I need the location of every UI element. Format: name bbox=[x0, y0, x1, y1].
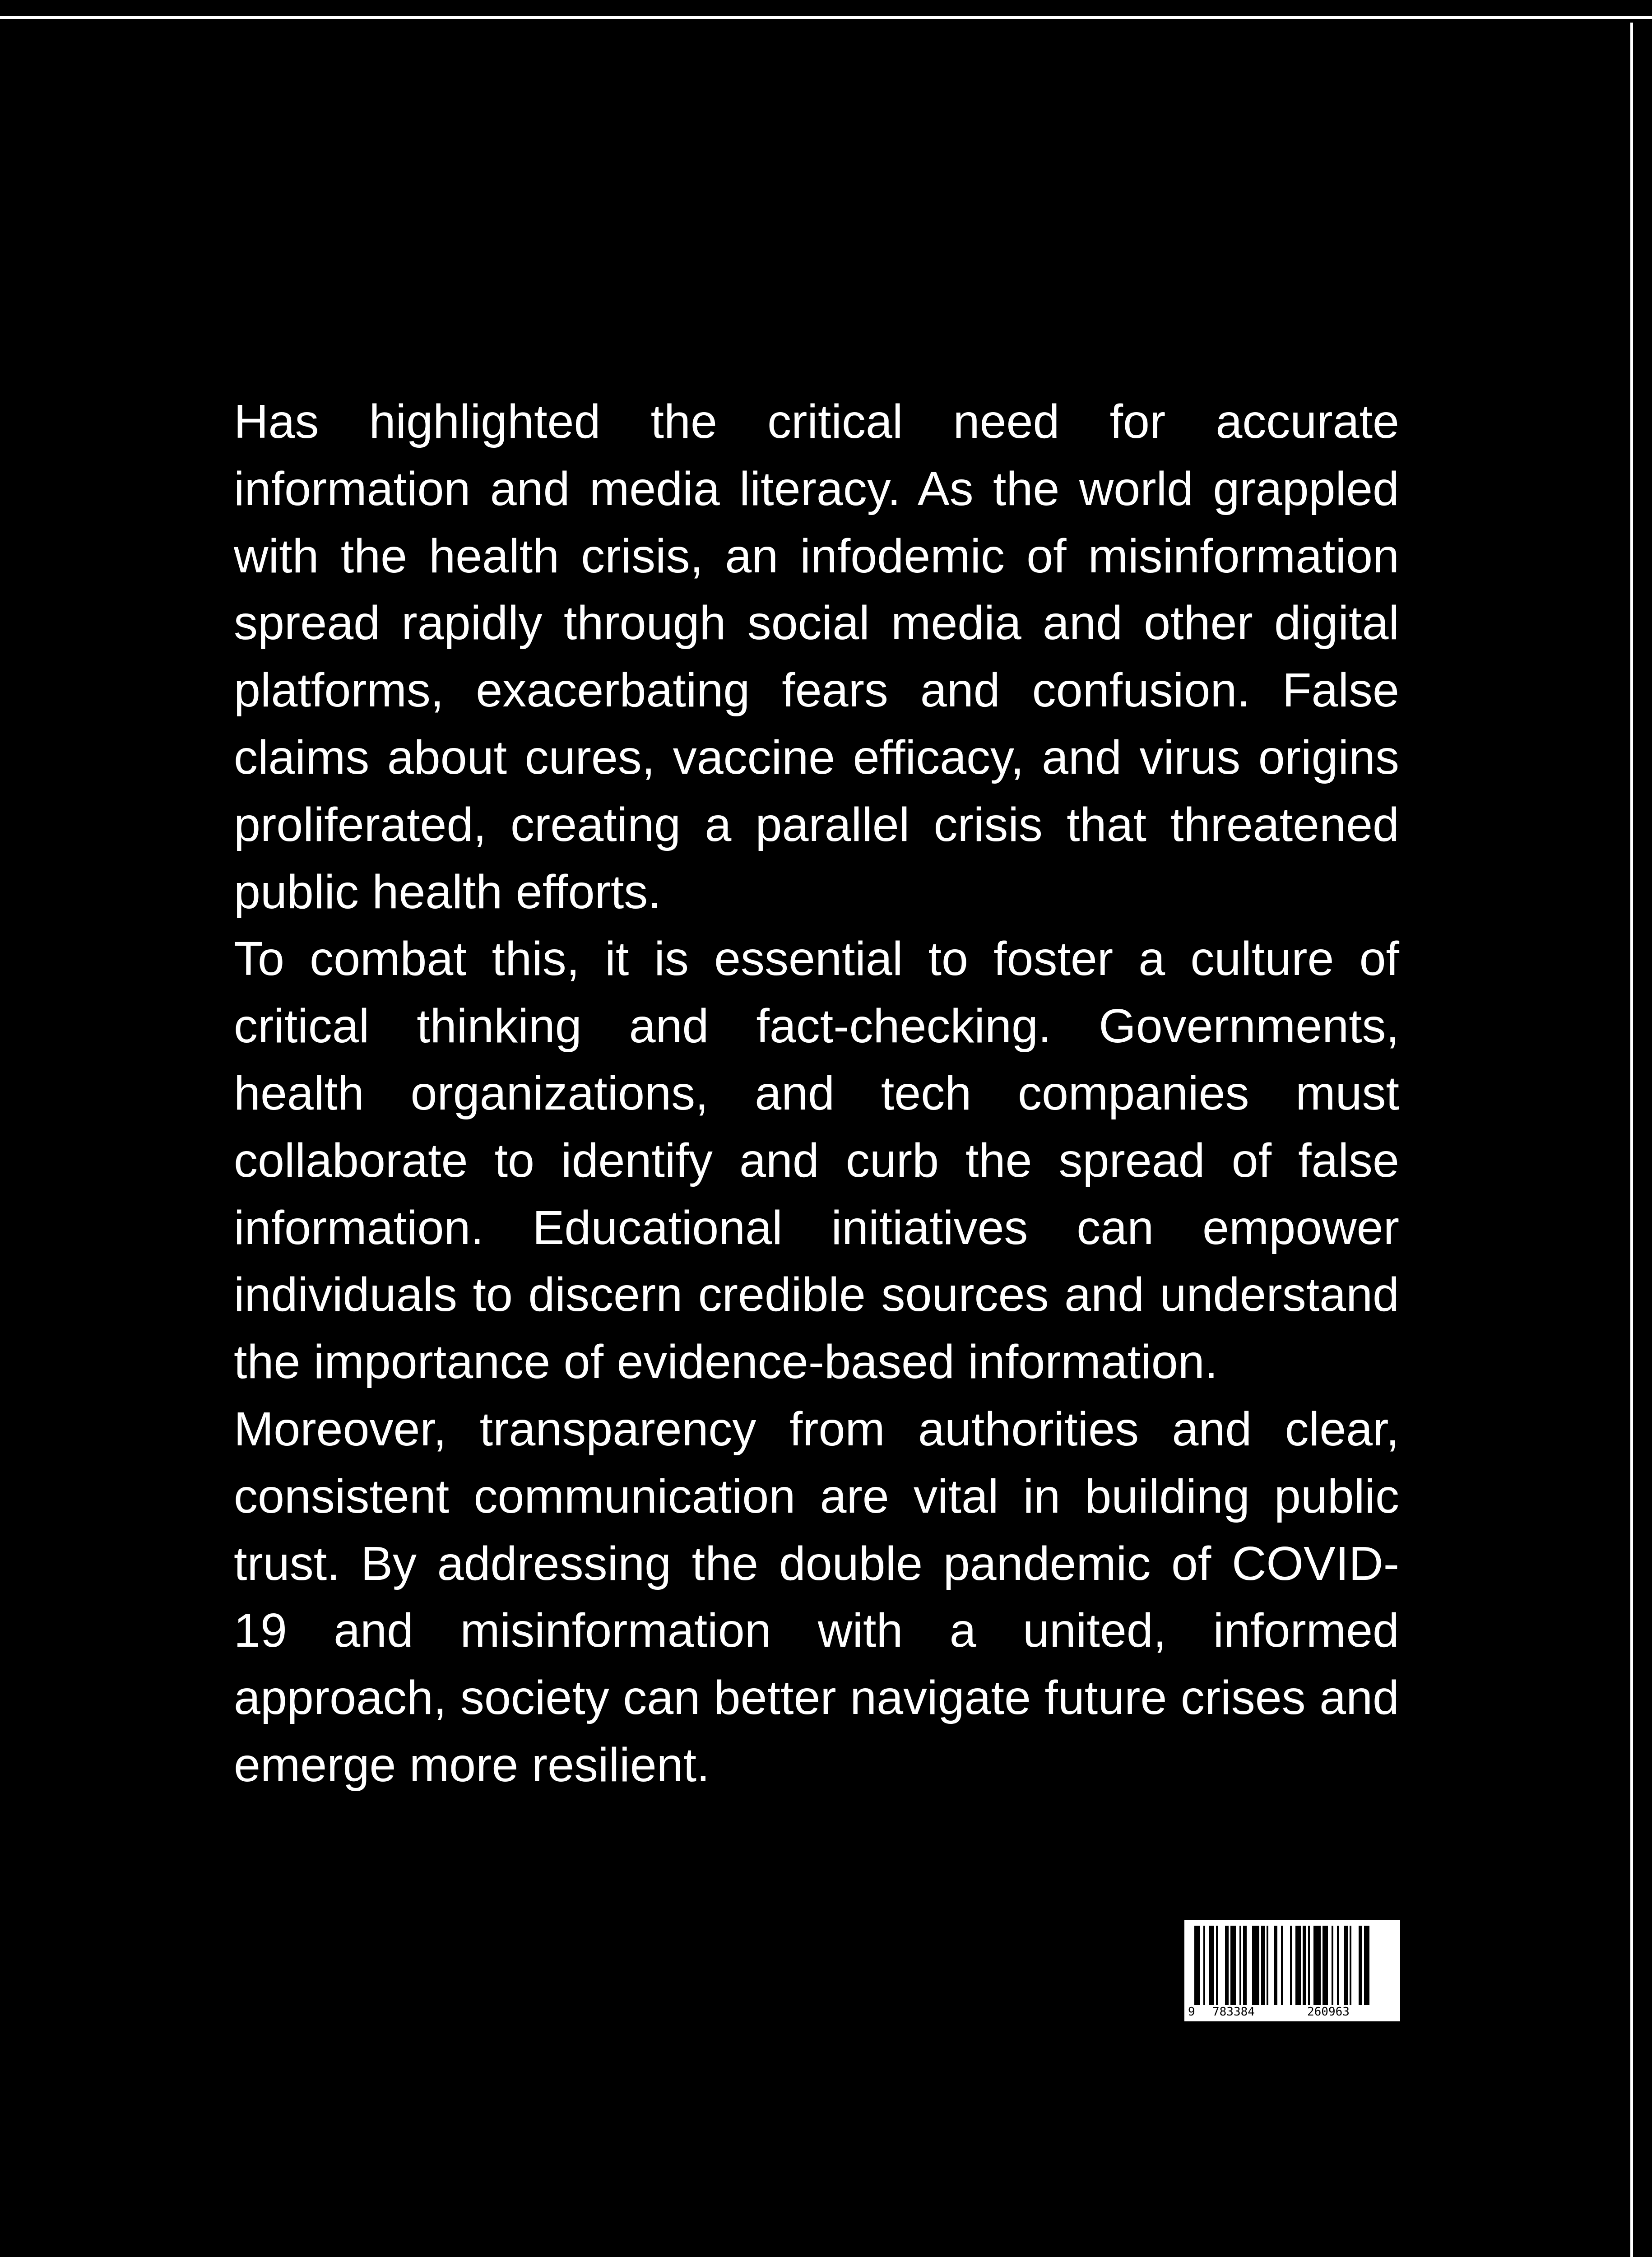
barcode-bar bbox=[1252, 1926, 1259, 2005]
barcode-bar bbox=[1216, 1926, 1218, 2005]
barcode-bar bbox=[1261, 1926, 1265, 2005]
barcode-bar bbox=[1225, 1926, 1229, 2005]
barcode-bar bbox=[1290, 1926, 1292, 2005]
trim-line-top bbox=[0, 16, 1652, 19]
barcode-bar bbox=[1274, 1926, 1277, 2005]
barcode-bar bbox=[1359, 1926, 1362, 2005]
barcode-digits bbox=[1184, 2005, 1400, 2019]
barcode-bar bbox=[1243, 1926, 1247, 2005]
barcode-bar bbox=[1337, 1926, 1339, 2005]
barcode-bar bbox=[1332, 1926, 1333, 2005]
blurb-paragraph-2: To combat this, it is essential to foster a culture of critical thinking and fact-checking. Governments, health organizations, and tech companies must collaborate to identify and curb the spread of false information. Educational initiatives can empower individuals to discern credible sources and understand the importance of evidence-based information. bbox=[234, 932, 1399, 1389]
barcode-bar bbox=[1194, 1926, 1200, 2005]
barcode-bar bbox=[1281, 1926, 1283, 2005]
barcode-bar bbox=[1239, 1926, 1241, 2005]
back-cover-blurb bbox=[234, 388, 1399, 1799]
blurb-paragraph-1: Has highlighted the critical need for accurate information and media literacy. As the world grappled with the health crisis, an infodemic of misinformation spread rapidly through social media and other digital platforms, exacerbating fears and confusion. False claims about cures, vaccine efficacy, and virus origins proliferated, creating a parallel crisis that threatened public health efforts. bbox=[234, 395, 1399, 919]
trim-line-right bbox=[1630, 23, 1633, 2257]
barcode-left-group: 783384 bbox=[1211, 2005, 1257, 2019]
barcode-bar bbox=[1303, 1926, 1306, 2005]
barcode-bar bbox=[1203, 1926, 1205, 2005]
barcode-bar bbox=[1323, 1926, 1328, 2005]
isbn-barcode bbox=[1184, 1920, 1400, 2021]
barcode-bar bbox=[1344, 1926, 1348, 2005]
barcode-bar bbox=[1313, 1926, 1321, 2005]
barcode-lead-digit: 9 bbox=[1186, 2005, 1197, 2019]
barcode-right-group: 260963 bbox=[1305, 2005, 1351, 2019]
barcode-bar bbox=[1364, 1926, 1369, 2005]
barcode-bar bbox=[1350, 1926, 1351, 2005]
barcode-bar bbox=[1230, 1926, 1236, 2005]
barcode-bar bbox=[1267, 1926, 1268, 2005]
barcode-bar bbox=[1308, 1926, 1310, 2005]
barcode-bar bbox=[1209, 1926, 1214, 2005]
barcode-bar bbox=[1295, 1926, 1301, 2005]
blurb-paragraph-3: Moreover, transparency from authorities and clear, consistent communication are vital in building public trust. By addressing the double pandemic of COVID-19 and misinformation with a united, informed approach, society can better navigate future crises and emerge more resilient. bbox=[234, 1402, 1399, 1792]
